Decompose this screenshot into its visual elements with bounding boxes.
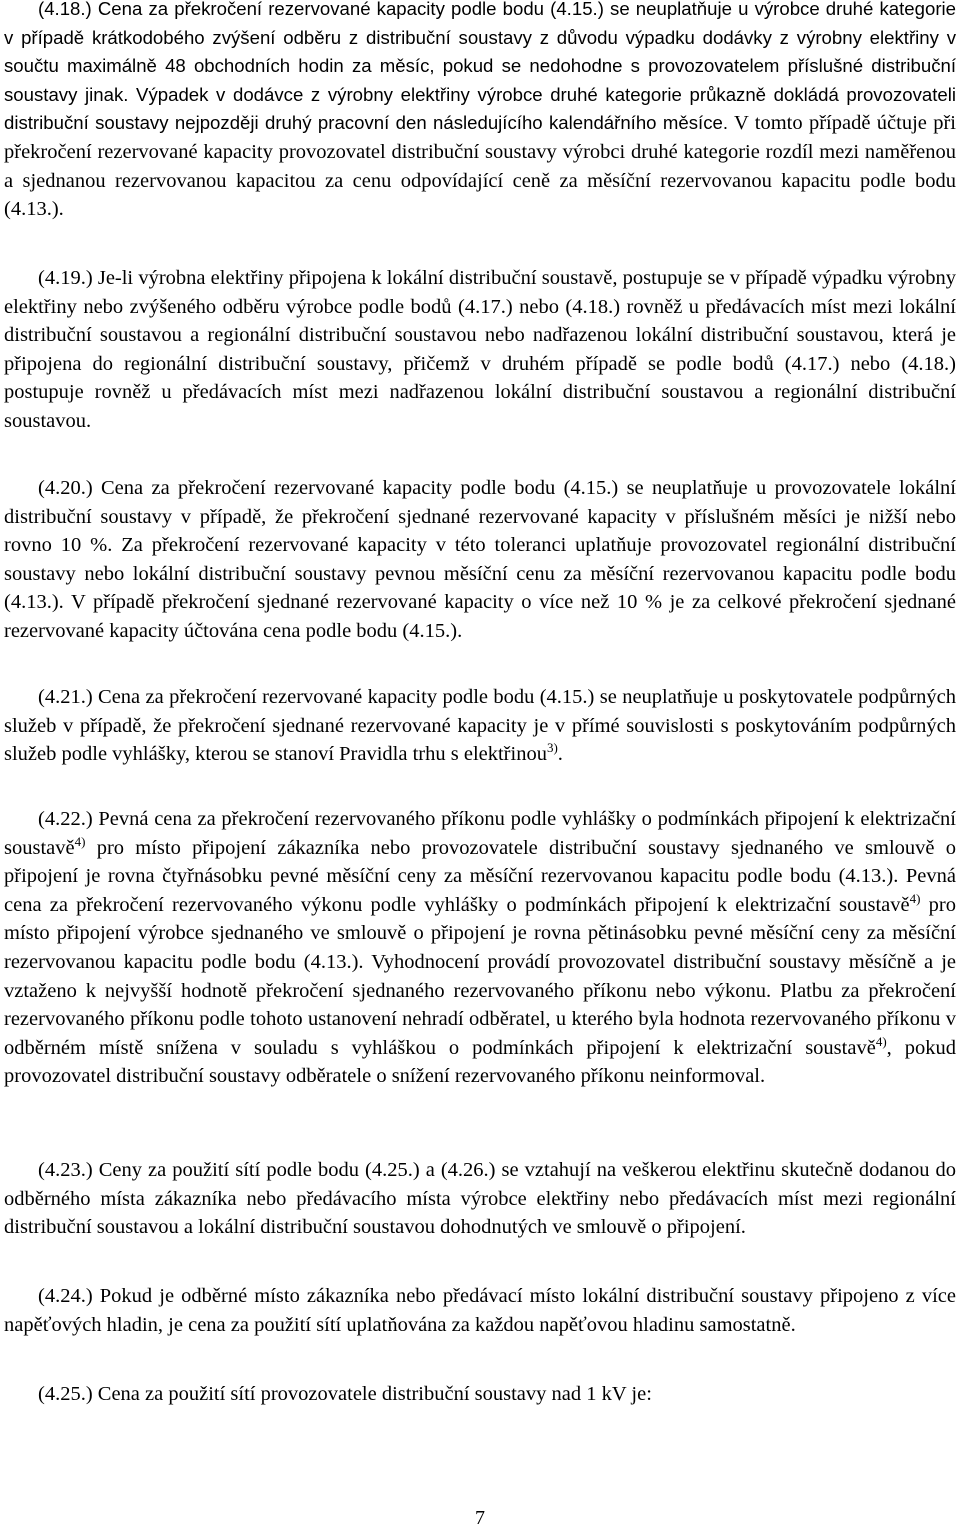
paragraph-4-25: [4, 1380, 956, 1409]
paragraph-4-24: [4, 1282, 956, 1339]
paragraph-4-23-text: (4.23.) Ceny za použití sítí podle bodu (4.25.) a (4.26.) se vztahují na veškerou elektřinu skutečně dodanou do odběrného místa zákazníka nebo předávacího místa výrobce elektřiny nebo předávacích míst mezi regionální distribuční soustavou a lokální distribuční soustavou dohodnutých ve smlouvě o připojení.: [4, 1159, 956, 1239]
paragraph-4-21-text: (4.21.) Cena za překročení rezervované kapacity podle bodu (4.15.) se neuplatňuje u poskytovatele podpůrných služeb v případě, že překročení sjednané rezervované kapacity je v přímé souvislosti s poskytováním podpůrných služeb podle vyhlášky, kterou se stanoví Pravidla trhu s elektřinou: [4, 686, 956, 766]
footnote-ref-4-b: 4): [909, 890, 921, 906]
paragraph-4-19: [4, 264, 956, 436]
footnote-ref-4-a: 4): [74, 833, 86, 849]
paragraph-4-22-seg4: , pokud provozovatel distribuční soustavy odběratele o snížení rezervovaného příkonu neinformoval.: [4, 1036, 956, 1088]
footnote-ref-4-c: 4): [875, 1033, 887, 1049]
paragraph-4-18: [4, 0, 956, 224]
document-page: [4, 0, 956, 1528]
paragraph-4-22-seg3: pro místo připojení výrobce sjednaného ve smlouvě o připojení je rovna pětinásobku pevné měsíční ceny za měsíční rezervovanou kapacitu podle bodu (4.13.). Vyhodnocení provádí provozovatel distribuční soustavy měsíčně a je vztaženo k nejvyšší hodnotě překročení sjednaného rezervovaného příkonu nebo výkonu. Platbu za překročení rezervovaného příkonu podle tohoto ustanovení nehradí odběratel, u kterého byla hodnota rezervovaného příkonu v odběrném místě snížena v souladu s vyhláškou o podmínkách připojení k elektrizační soustavě: [4, 893, 956, 1059]
paragraph-4-22-seg2: pro místo připojení zákazníka nebo provozovatele distribuční soustavy sjednaného ve smlouvě o připojení je rovna čtyřnásobku pevné měsíční ceny za měsíční rezervovanou kapacitu podle bodu (4.13.). Pevná cena za překročení rezervovaného výkonu podle vyhlášky o podmínkách připojení k elektrizační soustavě: [4, 836, 956, 916]
paragraph-4-23: [4, 1156, 956, 1242]
paragraph-4-18-continuation: V tomto případě účtuje při překročení rezervované kapacity provozovatel distribuční soustavy výrobci druhé kategorie rozdíl mezi naměřenou a sjednanou rezervovanou kapacitou za cenu odpovídající ceně za měsíční rezervovanou kapacitu podle bodu (4.13.).: [4, 112, 956, 221]
paragraph-4-20: [4, 474, 956, 646]
paragraph-4-18-text: (4.18.) Cena za překročení rezervované kapacity podle bodu (4.15.) se neuplatňuje u výrobce druhé kategorie v případě krátkodobého zvýšení odběru z distribuční soustavy z důvodu výpadku dodávky z výrobny elektřiny v součtu maximálně 48 obchodních hodin za měsíc, pokud se nedohodne s provozovatelem příslušné distribuční soustavy jinak. Výpadek v dodávce z výrobny elektřiny výrobce druhé kategorie průkazně dokládá provozovateli distribuční soustavy nejpozději druhý pracovní den následujícího kalendářního měsíce.: [4, 0, 956, 134]
paragraph-4-24-text: (4.24.) Pokud je odběrné místo zákazníka nebo předávací místo lokální distribuční soustavy připojeno z více napěťových hladin, je cena za použití sítí uplatňována za každou napěťovou hladinu samostatně.: [4, 1285, 956, 1336]
page-number: 7: [475, 1507, 485, 1529]
paragraph-4-21-tail: .: [557, 743, 563, 766]
footnote-ref-3: 3): [546, 740, 558, 756]
paragraph-4-22-seg1: (4.22.) Pevná cena za překročení rezervovaného příkonu podle vyhlášky o podmínkách připojení k elektrizační soustavě: [4, 808, 956, 859]
paragraph-4-19-text: (4.19.) Je-li výrobna elektřiny připojena k lokální distribuční soustavě, postupuje se v případě výpadku výrobny elektřiny nebo zvýšeného odběru výrobce podle bodů (4.17.) nebo (4.18.) rovněž u předávacích míst mezi lokální distribuční soustavou a regionální distribuční soustavou nebo nadřazenou lokální distribuční soustavou, která je připojena do regionální distribuční soustavy, přičemž v druhém případě se podle bodů (4.17.) nebo (4.18.) postupuje rovněž u předávacích míst mezi nadřazenou lokální distribuční soustavou a regionální distribuční soustavou.: [4, 267, 956, 432]
paragraph-4-25-text: (4.25.) Cena za použití sítí provozovatele distribuční soustavy nad 1 kV je:: [38, 1383, 652, 1405]
paragraph-4-21: [4, 683, 956, 769]
paragraph-4-20-text: (4.20.) Cena za překročení rezervované kapacity podle bodu (4.15.) se neuplatňuje u provozovatele lokální distribuční soustavy v případě, že překročení sjednané rezervované kapacity v příslušném měsíci je nižší nebo rovno 10 %. Za překročení rezervované kapacity v této toleranci uplatňuje provozovatel regionální distribuční soustavy nebo lokální distribuční soustavy pevnou měsíční cenu za měsíční rezervovanou kapacitu podle bodu (4.13.). V případě překročení sjednané rezervované kapacity o více než 10 % je za celkové překročení sjednané rezervované kapacity účtována cena podle bodu (4.15.).: [4, 477, 956, 642]
paragraph-4-22: [4, 805, 956, 1091]
